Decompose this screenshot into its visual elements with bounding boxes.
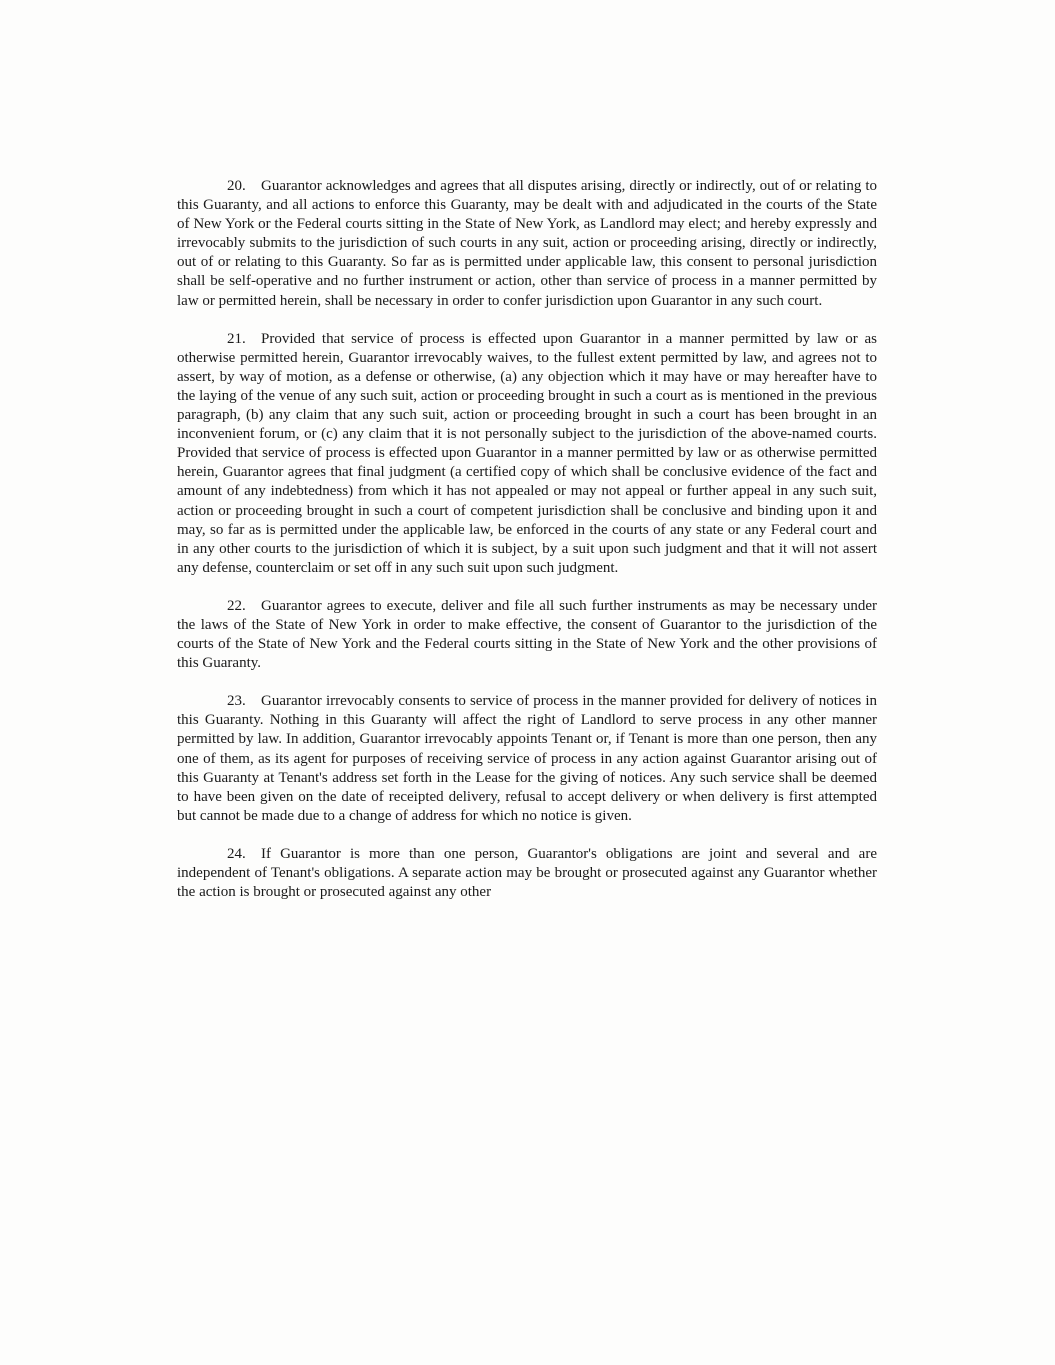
paragraph-text: Guarantor agrees to execute, deliver and file all such further instruments as may be necessary under the laws of the State of New York in order to make effective, the consent of Guarantor to the jurisdiction of the courts of the State of New York and the Federal courts sitting in the State of New York and the other provisions of this Guaranty. — [177, 597, 877, 672]
paragraph-text: Provided that service of process is effected upon Guarantor in a manner permitted by law or as otherwise permitted herein, Guarantor irrevocably waives, to the fullest extent permitted by law, and agrees not to assert, by way of motion, as a defense or otherwise, (a) any objection which it may have or may hereafter have to the laying of the venue of any such suit, action or proceeding brought in such a court as is mentioned in the previous paragraph, (b) any claim that any such suit, action or proceeding brought in such a court has been brought in an inconvenient forum, or (c) any claim that it is not personally subject to the jurisdiction of the above-named courts. Provided that service of process is effected upon Guarantor in a manner permitted by law or as otherwise permitted herein, Guarantor agrees that final judgment (a certified copy of which shall be conclusive evidence of the fact and amount of any indebtedness) from which it has not appealed or may not appeal or further appeal in any such suit, action or proceeding brought in such a court of competent jurisdiction shall be conclusive and binding upon it and may, so far as is permitted under the applicable law, be enforced in the courts of any state or any Federal court and in any other courts to the jurisdiction of which it is subject, by a suit upon such judgment and that it will not assert any defense, counterclaim or set off in any such suit upon such judgment. — [177, 330, 877, 576]
paragraph-number: 20. — [227, 178, 246, 194]
paragraph-22 — [177, 597, 877, 673]
paragraph-21 — [177, 330, 877, 578]
document-body — [177, 177, 877, 921]
paragraph-number: 23. — [227, 693, 246, 710]
paragraph-number: 22. — [227, 597, 246, 614]
paragraph-number: 24. — [227, 845, 246, 862]
paragraph-text: Guarantor acknowledges and agrees that all disputes arising, directly or indirectly, out of or relating to this Guaranty, and all actions to enforce this Guaranty, may be dealt with and adjudicated in the courts of the State of New York or the Federal courts sitting in the State of New York, as Landlord may elect; and hereby expressly and irrevocably submits to the jurisdiction of such courts in any suit, action or proceeding arising, directly or indirectly, out of or relating to this Guaranty. So far as is permitted under applicable law, this consent to personal jurisdiction shall be self-operative and no further instrument or action, other than service of process in a manner permitted by law or permitted herein, shall be necessary in order to confer jurisdiction upon Guarantor in any such court. — [177, 178, 877, 309]
paragraph-text: Guarantor irrevocably consents to service of process in the manner provided for delivery of notices in this Guaranty. Nothing in this Guaranty will affect the right of Landlord to serve process in any other manner permitted by law. In addition, Guarantor irrevocably appoints Tenant or, if Tenant is more than one person, then any one of them, as its agent for purposes of receiving service of process in any action against Guarantor arising out of this Guaranty at Tenant's address set forth in the Lease for the giving of notices. Any such service shall be deemed to have been given on the date of receipted delivery, refusal to accept delivery or when delivery is first attempted but cannot be made due to a change of address for which no notice is given. — [177, 693, 877, 824]
paragraph-number: 21. — [227, 330, 246, 347]
paragraph-23 — [177, 692, 877, 826]
paragraph-24 — [177, 845, 877, 902]
paragraph-text: If Guarantor is more than one person, Guarantor's obligations are joint and several and are independent of Tenant's obligations. A separate action may be brought or prosecuted against any Guarantor whether the action is brought or prosecuted against any other — [177, 845, 877, 901]
paragraph-20 — [177, 177, 877, 311]
